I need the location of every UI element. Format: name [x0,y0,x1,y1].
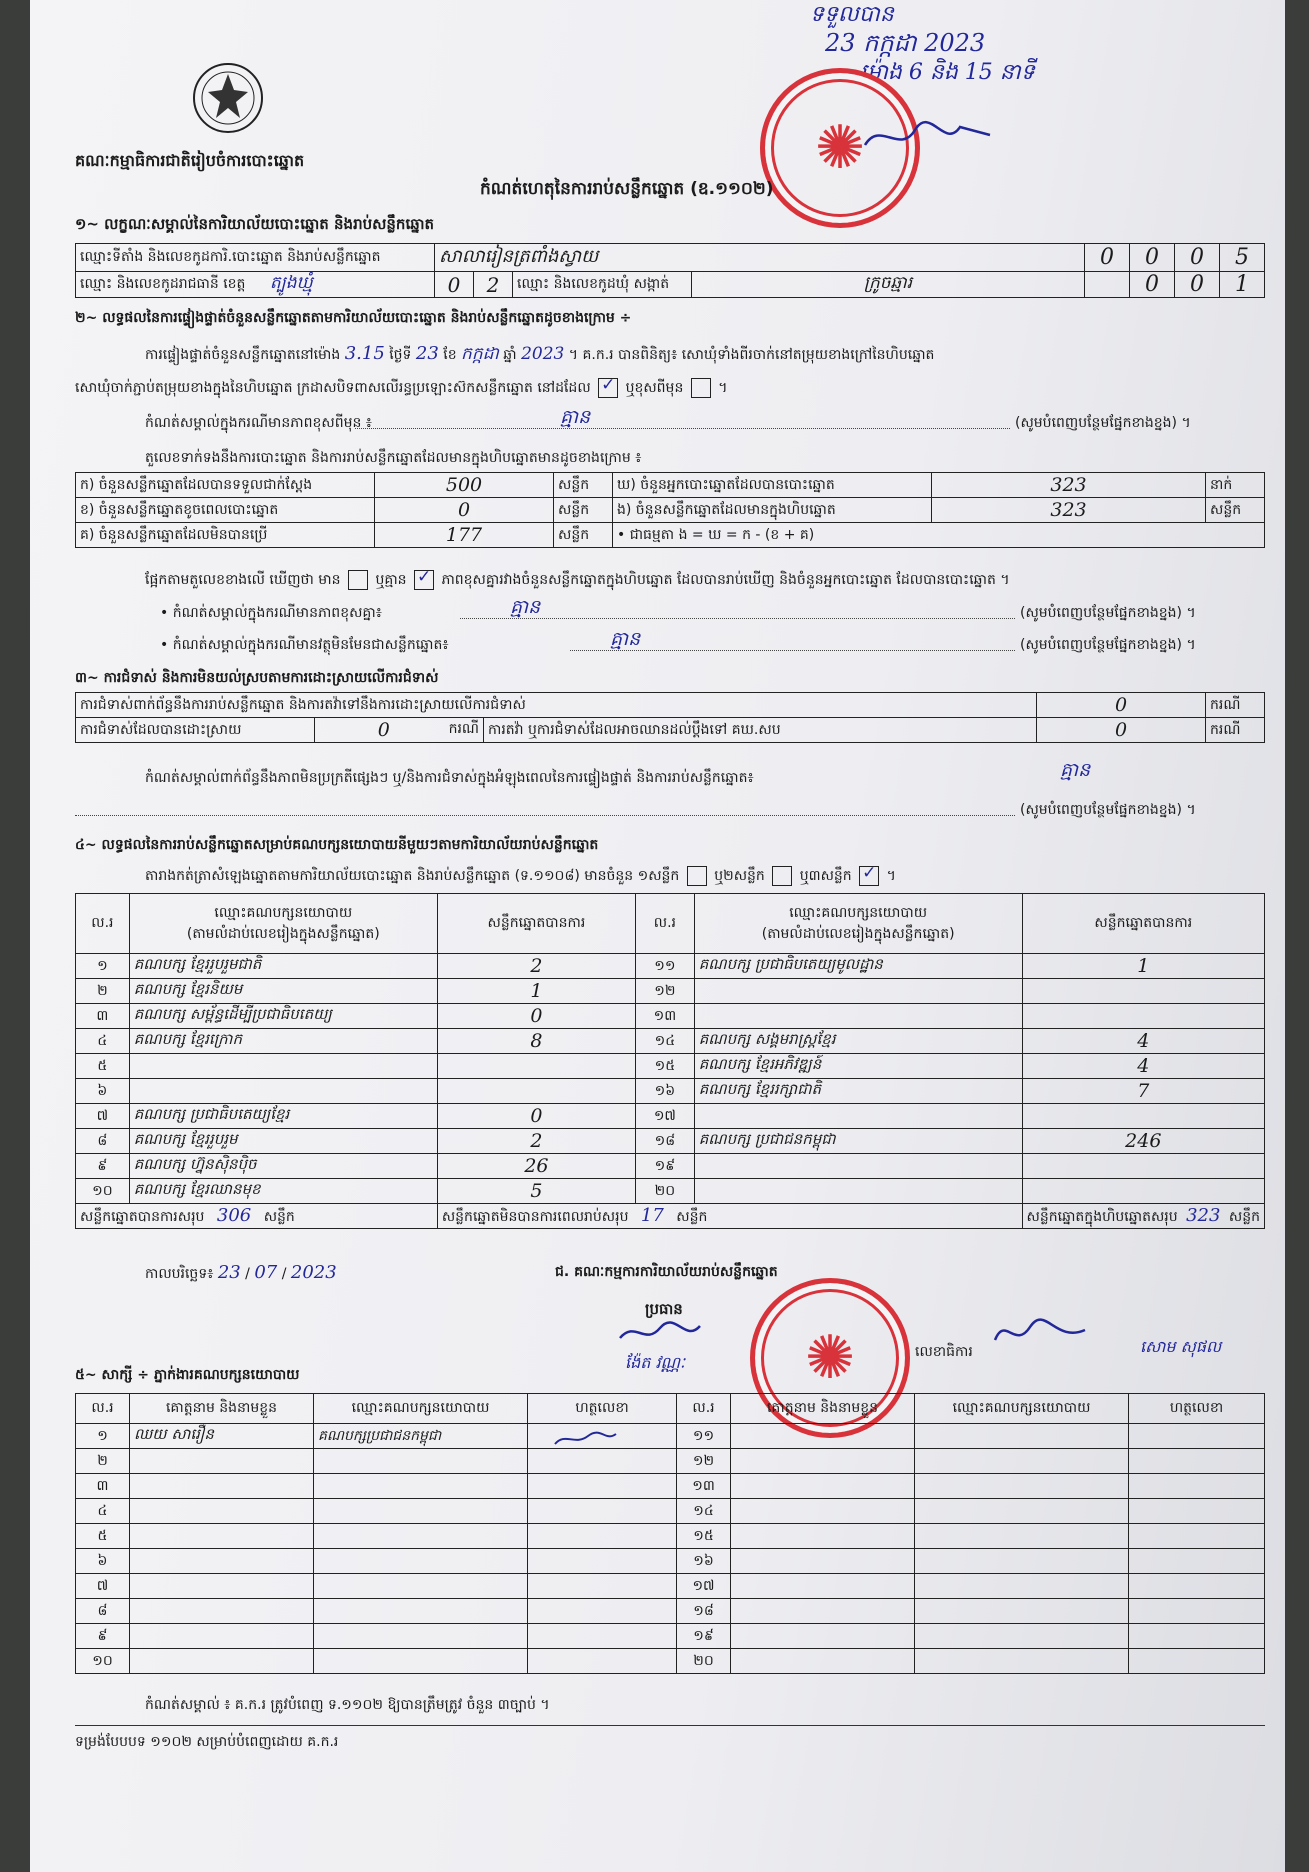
verify-line2: សោឃុំចាក់ភ្ជាប់តម្រុយខាងក្នុងនៃហិបឆ្នោត ក្រដាសបិទពាសលើរន្ធប្រឡោះស៊កសន្លឹកឆ្នោត នៅដដែល ✓ ឬខុសពីមុន ។ [75,378,727,399]
chair-label: ប្រធាន [645,1300,683,1318]
party-name: គណបក្ស ខ្មែររក្សាជាតិ [694,1079,1022,1104]
objection-row1-unit: ករណី [1206,693,1265,718]
witness-sign-cell [528,1524,677,1549]
section3-title: ៣~ ការជំទាស់ និងការមិនយល់ស្របតាមការដោះស្រាយលើការជំទាស់ [75,670,439,686]
witness-name [731,1524,915,1549]
witness-name [731,1474,915,1499]
total-invalid-value: 17 [640,1204,664,1226]
commune-code-digit: 0 [1175,272,1220,298]
verify-year: 2023 [521,344,565,364]
footer-divider [75,1725,1265,1726]
col-votes-header: សន្លឹកឆ្នោតបានការ [1022,894,1264,954]
witness-name [731,1549,915,1574]
witness-no: ១៦ [677,1549,731,1574]
receipt-line1: ទទួលបាន [810,2,894,27]
witness-no: ៤ [76,1499,130,1524]
witness-no: ៥ [76,1524,130,1549]
office-seal-stamp: ✺ [750,1278,910,1438]
figure-d-label: ឃ) ចំនួនអ្នកបោះឆ្នោតដែលបានបោះឆ្នោត [613,473,932,498]
objection-resolved-cell [315,718,484,743]
figure-c-value: 177 [375,523,554,548]
witness-name [731,1649,915,1674]
party-name [129,1079,437,1104]
witness-no: ៣ [76,1474,130,1499]
party-no: ១២ [636,979,695,1004]
same-checkbox[interactable] [598,378,618,398]
total-box-cell: សន្លឹកឆ្នោតក្នុងហិបឆ្នោតសរុប 323 សន្លឹក [1022,1204,1264,1229]
objection-resolved-unit: ករណី [448,721,479,737]
figure-c-label: គ) ចំនួនសន្លឹកឆ្នោតដែលមិនបានប្រើ [76,523,375,548]
has-difference-checkbox[interactable] [348,570,368,590]
witness-no: ១៧ [677,1574,731,1599]
note1-label: កំណត់សម្គាល់ក្នុងករណីមានភាពខុសពីមុន ៖ [145,415,372,431]
objection-row1-value: 0 [1037,693,1206,718]
receipt-date: 23 កក្កដា 2023 [825,29,986,57]
witness-col-sign: ហត្ថលេខា [528,1394,677,1424]
section5-title: ៥~ សាក្សី ÷ ភ្នាក់ងារគណបក្សនយោបាយ [75,1367,300,1383]
figure-e-value: 323 [932,498,1206,523]
total-invalid-cell: សន្លឹកឆ្នោតមិនបានការពេលរាប់សរុប 17 សន្លឹក [437,1204,1022,1229]
commune-code-digit: 1 [1220,272,1265,298]
station-info-table [75,243,1265,298]
party-no: ១៨ [636,1129,695,1154]
witness-sign-cell [1129,1624,1265,1649]
witness-no: ២០ [677,1649,731,1674]
figures-intro: តួលេខទាក់ទងនឹងការបោះឆ្នោត និងការរាប់សន្លឹកឆ្នោតដែលមានក្នុងហិបឆ្នោតមានដូចខាងក្រោម ៖ [145,450,642,466]
date-line: កាលបរិច្ឆេទ៖ 23 / 07 / 2023 [145,1262,337,1283]
table-row [76,979,1265,1004]
station-code-digit: 0 [1130,244,1175,272]
secretary-label: លេខាធិការ [915,1344,973,1360]
witness-party [314,1649,528,1674]
witness-name [130,1624,314,1649]
witness-sign-cell [528,1599,677,1624]
witness-sign-cell [1129,1524,1265,1549]
party-no: ២ [76,979,130,1004]
receipt-time: ម៉ោង 6 និង 15 នាទី [860,60,1035,85]
party-name: គណបក្ស ខ្មែរឈានមុខ [129,1179,437,1204]
party-name: គណបក្ស ខ្មែរនិយម [129,979,437,1004]
party-name [129,1054,437,1079]
witness-name [130,1649,314,1674]
witness-no: ១០ [76,1649,130,1674]
figure-d-unit: នាក់ [1206,473,1265,498]
table-row [76,1154,1265,1179]
note2-line [460,618,1015,619]
figure-a-value: 500 [375,473,554,498]
note1-suffix: (សូមបំពេញបន្ថែមផ្នែកខាងខ្នង) ។ [1015,415,1191,431]
objection-row1-label: ការជំទាស់ពាក់ព័ន្ធនឹងការរាប់សន្លឹកឆ្នោត និងការតវ៉ាទៅនឹងការដោះស្រាយលើការជំទាស់ [76,693,1037,718]
col-party-header: ឈ្មោះគណបក្សនយោបាយ (តាមលំដាប់លេខរៀងក្នុងសន្លឹកឆ្នោត) [694,894,1022,954]
party-name: គណបក្ស ខ្មែររួបរួមជាតិ [129,954,437,979]
party-votes: 4 [1022,1054,1264,1079]
party-name [694,1004,1022,1029]
col-party-header: ឈ្មោះគណបក្សនយោបាយ (តាមលំដាប់លេខរៀងក្នុងសន្លឹកឆ្នោត) [129,894,437,954]
witness-row [76,1599,1265,1624]
witness-name [130,1499,314,1524]
table-row [76,954,1265,979]
note1-line [355,428,1010,429]
witness-sign-cell [528,1474,677,1499]
witness-col-no: ល.រ [76,1394,130,1424]
witness-sign-cell [528,1649,677,1674]
witness-no: ៩ [76,1624,130,1649]
formula-note: • ជាធម្មតា ង = ឃ = ក - (ខ + គ) [613,523,1265,548]
table-row [76,1104,1265,1129]
party-no: ២០ [636,1179,695,1204]
party-votes [1022,1004,1264,1029]
figure-c-unit: សន្លឹក [554,523,613,548]
station-code-digit: 0 [1175,244,1220,272]
form-sheet [30,0,1285,1872]
section4-title: ៤~ លទ្ធផលនៃការរាប់សន្លឹកឆ្នោតសម្រាប់គណបក្សនយោបាយនីមួយៗតាមការិយាល័យរាប់សន្លឹកឆ្នោត [75,837,599,853]
party-no: ៥ [76,1054,130,1079]
note3-label: • កំណត់សម្គាល់ក្នុងករណីមានវត្ថុមិនមែនជាសន្លឹកឆ្នោត៖ [160,637,449,653]
party-votes: 0 [437,1004,635,1029]
table-row [76,1029,1265,1054]
verify-day: 23 [415,343,439,364]
witness-no: ១៤ [677,1499,731,1524]
objection-appeal-label: ការតវ៉ា ឬការជំទាស់ដែលអាចឈានដល់ប្តឹងទៅ គឃ.សប [484,718,1037,743]
note2-suffix: (សូមបំពេញបន្ថែមផ្នែកខាងខ្នង) ។ [1020,605,1196,621]
witness-sign-cell [528,1549,677,1574]
party-name: គណបក្ស ខ្មែរអភិវឌ្ឍន៍ [694,1054,1022,1079]
party-no: ៣ [76,1004,130,1029]
table-row [76,1054,1265,1079]
witness-sign-cell [1129,1599,1265,1624]
party-no: ១៥ [636,1054,695,1079]
witness-name [130,1524,314,1549]
note3-suffix: (សូមបំពេញបន្ថែមផ្នែកខាងខ្នង) ។ [1020,637,1196,653]
party-votes [1022,1154,1264,1179]
witness-sign-cell [1129,1424,1265,1449]
party-name: គណបក្ស សម្ព័ន្ធដើម្បីប្រជាធិបតេយ្យ [129,1004,437,1029]
figures-table [75,472,1265,548]
form-title: កំណត់ហេតុនៃការរាប់សន្លឹកឆ្នោត (ឧ.១១០២) [480,179,774,199]
secretary-name: សោម សុផល [1140,1337,1222,1356]
section3-note-line [75,815,1015,816]
nec-emblem-icon [190,60,266,136]
witness-row [76,1649,1265,1674]
total-box-value: 323 [1186,1204,1221,1226]
section3-note-suffix: (សូមបំពេញបន្ថែមផ្នែកខាងខ្នង) ។ [1020,802,1196,818]
witness-row [76,1524,1265,1549]
witness-no: ១៣ [677,1474,731,1499]
witness-name [130,1449,314,1474]
party-no: ១៣ [636,1004,695,1029]
witness-no: ១៥ [677,1524,731,1549]
witness-no: ៨ [76,1599,130,1624]
party-name: គណបក្ស ប្រជាធិបតេយ្យមូលដ្ឋាន [694,954,1022,979]
verify-time: 3.15 [344,343,385,364]
party-votes: 1 [437,979,635,1004]
party-no: ១៧ [636,1104,695,1129]
commune-label: ឈ្មោះ និងលេខកូដឃុំ សង្កាត់ [513,272,692,298]
witness-party [314,1524,528,1549]
note2-value: គ្មាន [510,596,541,618]
witness-col-name: គោត្តនាម និងនាមខ្លួន [130,1394,314,1424]
col-no-header: ល.រ [76,894,130,954]
footer-form-note: ទម្រង់បែបបទ ១១០២ សម្រាប់បំពេញដោយ គ.ក.រ [75,1734,339,1750]
sheet-count-line: តារាងកត់ត្រាសំឡេងឆ្នោតតាមការិយាល័យបោះឆ្នោត និងរាប់សន្លឹកឆ្នោត (ទ.១១០៨) មានចំនួន ១សន្លឹក ឬ២សន្លឹក ឬ៣សន្លឹក ✓ ។ [145,866,896,887]
party-votes [1022,1179,1264,1204]
witness-party [314,1574,528,1599]
party-votes: 0 [437,1104,635,1129]
note1-value: គ្មាន [560,406,591,428]
party-no: ១៤ [636,1029,695,1054]
total-valid-cell: សន្លឹកឆ្នោតបានការសរុប 306 សន្លឹក [76,1204,438,1229]
witness-col-party: ឈ្មោះគណបក្សនយោបាយ [314,1394,528,1424]
witness-name [731,1574,915,1599]
witness-party [915,1574,1129,1599]
party-name [694,1104,1022,1129]
witness-party [915,1649,1129,1674]
witness-name [731,1449,915,1474]
party-name: គណបក្ស ខ្មែរក្រោក [129,1029,437,1054]
witness-party: គណបក្សប្រជាជនកម្ពុជា [314,1424,528,1449]
party-votes: 2 [437,1129,635,1154]
witness-name: ឈយ សារឿន [130,1424,314,1449]
party-votes: 4 [1022,1029,1264,1054]
witness-party [314,1549,528,1574]
witness-no: ១ [76,1424,130,1449]
witness-name [731,1599,915,1624]
witness-sign-cell [528,1574,677,1599]
party-votes: 5 [437,1179,635,1204]
witness-table [75,1393,1265,1674]
witness-party [915,1474,1129,1499]
party-results-table [75,893,1265,1229]
witness-signature [550,1428,620,1450]
official-seal-stamp: ✺ [760,68,920,228]
witness-sign-cell [528,1499,677,1524]
table-row [76,1179,1265,1204]
figure-b-unit: សន្លឹក [554,498,613,523]
witness-no: ៦ [76,1549,130,1574]
province-value: ត្បូងឃ្មុំ [269,273,313,293]
different-checkbox[interactable] [691,378,711,398]
party-votes [437,1079,635,1104]
party-name: គណបក្ស សង្គមរាស្ត្រខ្មែរ [694,1029,1022,1054]
signature-receipt [860,115,1000,160]
objection-resolved-label: ការជំទាស់ដែលបានដោះស្រាយ [76,718,315,743]
total-valid-value: 306 [216,1204,252,1226]
section1-title: ១~ លក្ខណៈសម្គាល់នៃការិយាល័យបោះឆ្នោត និងរាប់សន្លឹកឆ្នោត [75,215,435,233]
party-no: ១៩ [636,1154,695,1179]
witness-party [314,1599,528,1624]
witness-party [915,1549,1129,1574]
witness-name [731,1424,915,1449]
witness-party [915,1599,1129,1624]
party-votes [1022,979,1264,1004]
secretary-signature [990,1315,1090,1350]
witness-party [314,1474,528,1499]
note2-label: • កំណត់សម្គាល់ក្នុងករណីមានភាពខុសគ្នា៖ [160,605,382,621]
party-no: ៨ [76,1129,130,1154]
section3-note-value: គ្មាន [1060,759,1091,781]
party-name [694,979,1022,1004]
objection-resolved-value: 0 [377,719,390,741]
witness-row [76,1624,1265,1649]
witness-party [314,1499,528,1524]
party-name: គណបក្ស ហ្វ៊ុនស៊ិនប៉ិច [129,1154,437,1179]
witness-col-sign: ហត្ថលេខា [1129,1394,1265,1424]
office-label: ជ. គណៈកម្មការការិយាល័យរាប់សន្លឹកឆ្នោត [555,1264,778,1280]
three-sheet-checkbox[interactable] [859,866,879,886]
witness-party [915,1499,1129,1524]
witness-row [76,1574,1265,1599]
witness-col-name: គោត្តនាម និងនាមខ្លួន [731,1394,915,1424]
date-day: 23 [217,1262,241,1283]
witness-row [76,1424,1265,1449]
witness-sign-cell [528,1624,677,1649]
section2-title: ២~ លទ្ធផលនៃការផ្ទៀងផ្ទាត់ចំនួនសន្លឹកឆ្នោតតាមការិយាល័យបោះឆ្នោត និងរាប់សន្លឹកឆ្នោតដូចខាងក្រោម ÷ [75,310,632,326]
witness-party [314,1449,528,1474]
figure-d-value: 323 [932,473,1206,498]
no-difference-checkbox[interactable] [414,570,434,590]
party-name [694,1179,1022,1204]
witness-party [915,1449,1129,1474]
witness-name [130,1549,314,1574]
one-sheet-checkbox[interactable] [687,866,707,886]
witness-row [76,1474,1265,1499]
party-votes: 1 [1022,954,1264,979]
witness-no: ១៩ [677,1624,731,1649]
witness-party [915,1624,1129,1649]
witness-no: ២ [76,1449,130,1474]
party-no: ៤ [76,1029,130,1054]
province-label: ឈ្មោះ និងលេខកូដរាជធានី ខេត្ត ត្បូងឃ្មុំ [76,272,435,298]
witness-party [915,1424,1129,1449]
verify-line: ការផ្ទៀងផ្ទាត់ចំនួនសន្លឹកឆ្នោតនៅម៉ោង 3.15 ថ្ងៃទី 23 ខែ កក្កដា ឆ្នាំ 2023 ។ គ.ក.រ បានពិនិត្យ៖ សោឃុំទាំងពីរចាក់នៅតម្រុយខាងក្រៅនៃហិបឆ្នោត [145,343,935,364]
date-year: 2023 [290,1262,337,1283]
note3-value: គ្មាន [610,628,641,650]
party-votes: 246 [1022,1129,1264,1154]
witness-sign-cell [1129,1499,1265,1524]
party-votes: 2 [437,954,635,979]
col-no-header: ល.រ [636,894,695,954]
witness-sign-cell [1129,1474,1265,1499]
station-code-digit: 5 [1220,244,1265,272]
party-no: ១៦ [636,1079,695,1104]
section3-note-label: កំណត់សម្គាល់ពាក់ព័ន្ធនឹងភាពមិនប្រក្រតីផ្សេងៗ ឬ/និងការជំទាស់ក្នុងអំឡុងពេលនៃការផ្ទៀងផ្ទាត់ និងការរាប់សន្លឹកឆ្នោត៖ [145,770,754,786]
party-no: ៧ [76,1104,130,1129]
objections-table [75,692,1265,743]
witness-no: ១២ [677,1449,731,1474]
witness-name [130,1574,314,1599]
witness-row [76,1449,1265,1474]
committee-name: គណៈកម្មាធិការជាតិរៀបចំការបោះឆ្នោត [75,151,305,170]
party-votes: 7 [1022,1079,1264,1104]
figure-a-unit: សន្លឹក [554,473,613,498]
objection-appeal-unit: ករណី [1206,718,1265,743]
station-label: ឈ្មោះទីតាំង និងលេខកូដការិ.បោះឆ្នោត និងរាប់សន្លឹកឆ្នោត [76,244,435,272]
witness-name [130,1599,314,1624]
party-no: ១ [76,954,130,979]
witness-col-party: ឈ្មោះគណបក្សនយោបាយ [915,1394,1129,1424]
witness-party [314,1624,528,1649]
commune-value: ក្រូចឆ្មារ [692,272,1085,298]
chair-signature [615,1318,705,1348]
table-row [76,1129,1265,1154]
figure-e-unit: សន្លឹក [1206,498,1265,523]
witness-no: ៧ [76,1574,130,1599]
objection-appeal-value: 0 [1037,718,1206,743]
two-sheet-checkbox[interactable] [772,866,792,886]
party-name: គណបក្ស ប្រជាធិបតេយ្យខ្មែរ [129,1104,437,1129]
party-votes: 8 [437,1029,635,1054]
section5-note: កំណត់សម្គាល់ ៖ គ.ក.រ ត្រូវបំពេញ ទ.១១០២ ឱ្យបានត្រឹមត្រូវ ចំនួន ៣ច្បាប់ ។ [145,1697,550,1713]
province-code-digit: 0 [435,272,474,298]
witness-no: ១៨ [677,1599,731,1624]
figure-a-label: ក) ចំនួនសន្លឹកឆ្នោតដែលបានទទួលជាក់ស្តែង [76,473,375,498]
party-name: គណបក្ស ខ្មែររួបរួម [129,1129,437,1154]
witness-party [915,1524,1129,1549]
chair-name: ង៉ែត វណ្ណៈ [625,1353,685,1372]
col-votes-header: សន្លឹកឆ្នោតបានការ [437,894,635,954]
party-no: ១១ [636,954,695,979]
witness-sign-cell [1129,1574,1265,1599]
witness-row [76,1549,1265,1574]
witness-sign-cell [1129,1649,1265,1674]
party-no: ១០ [76,1179,130,1204]
witness-sign-cell [1129,1449,1265,1474]
party-votes [437,1054,635,1079]
party-votes: 26 [437,1154,635,1179]
date-month: 07 [254,1262,278,1283]
compare-line: ផ្អែកតាមតួលេខខាងលើ ឃើញថា មាន ឬគ្មាន ✓ ភាពខុសគ្នារវាងចំនួនសន្លឹកឆ្នោតក្នុងហិបឆ្នោត ដែលបានរាប់ឃើញ និងចំនួនអ្នកបោះឆ្នោត ដែលបានបោះឆ្នោត ។ [145,570,1010,591]
station-value: សាលារៀនត្រពាំងស្វាយ [435,244,1085,272]
station-code-digit: 0 [1085,244,1130,272]
verify-month: កក្កដា [461,344,499,364]
witness-sign-cell [1129,1549,1265,1574]
commune-code-digit: 0 [1130,272,1175,298]
witness-name [731,1624,915,1649]
party-name: គណបក្ស ប្រជាជនកម្ពុជា [694,1129,1022,1154]
table-row [76,1079,1265,1104]
table-row [76,1004,1265,1029]
party-votes [1022,1104,1264,1129]
witness-col-no: ល.រ [677,1394,731,1424]
witness-name [731,1499,915,1524]
witness-sign-cell [528,1449,677,1474]
province-code-digit: 2 [474,272,513,298]
party-name [694,1154,1022,1179]
party-no: ៩ [76,1154,130,1179]
figure-b-value: 0 [375,498,554,523]
figure-b-label: ខ) ចំនួនសន្លឹកឆ្នោតខូចពេលបោះឆ្នោត [76,498,375,523]
witness-no: ១១ [677,1424,731,1449]
figure-e-label: ង) ចំនួនសន្លឹកឆ្នោតដែលមានក្នុងហិបឆ្នោត [613,498,932,523]
party-no: ៦ [76,1079,130,1104]
witness-row [76,1499,1265,1524]
witness-name [130,1474,314,1499]
